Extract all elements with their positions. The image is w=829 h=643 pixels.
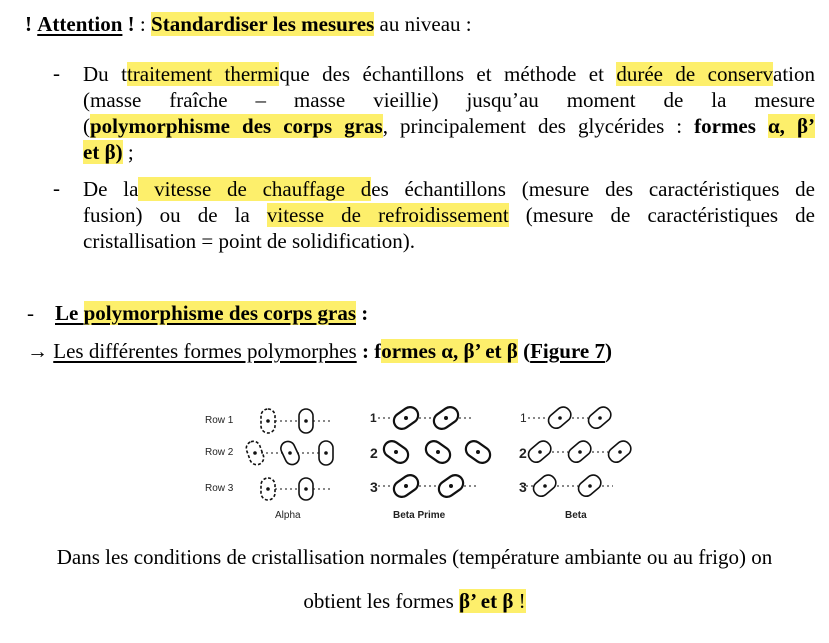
conclusion-line-2	[0, 589, 829, 614]
attention-line	[25, 10, 472, 38]
text: (	[83, 114, 90, 138]
bullet-line	[83, 113, 815, 139]
bullet-line	[83, 228, 815, 254]
bullet-line	[83, 61, 815, 87]
highlight: durée de conserv	[616, 62, 773, 86]
highlight: polymorphisme des corps gras	[83, 301, 356, 325]
bullet-dash: -	[53, 176, 60, 200]
text: obtient les formes	[303, 589, 460, 613]
beta-prime-row-3: 3	[370, 479, 378, 495]
bullet-line	[83, 87, 815, 113]
alpha-row-2-label: Row 2	[205, 447, 234, 458]
text: (mesure de caractéristiques de	[508, 203, 815, 227]
highlight: et β)	[83, 140, 123, 164]
highlight: β’ et β	[459, 589, 514, 613]
crystal-packing-diagram	[193, 382, 648, 524]
text: )	[604, 339, 612, 363]
text: (masse fraîche – masse vieillie) jusqu’au moment de la mesure	[83, 88, 815, 112]
text: que des échantillons et méthode et	[279, 62, 617, 86]
attention-label: Attention	[37, 12, 123, 36]
section-dash: -	[27, 301, 34, 325]
beta-prime-label: Beta Prime	[393, 510, 446, 521]
beta-row-2: 2	[519, 445, 527, 461]
beta-label: Beta	[565, 510, 587, 521]
figure-7-polymorphic-forms	[193, 382, 648, 524]
text: es échantillons (mesure des caractéristiques de	[371, 177, 815, 201]
text: Les différentes formes polymorphes	[53, 339, 357, 363]
beta-row-1: 1	[520, 411, 527, 425]
section-title	[55, 301, 368, 326]
alpha-row-3-label: Row 3	[205, 483, 234, 494]
text: (	[517, 339, 531, 363]
highlight: ormes α, β’ et β	[381, 339, 518, 363]
exclamation: !	[127, 12, 135, 36]
highlight: vitesse de refroidissement	[266, 203, 509, 227]
text: Le	[55, 301, 84, 325]
text: Du t	[83, 62, 127, 86]
highlight: traitement thermi	[126, 62, 280, 86]
highlight: α, β’	[767, 114, 815, 138]
beta-prime-row-1: 1	[370, 411, 377, 425]
attention-rest: au niveau :	[379, 12, 472, 36]
bullet-dash: -	[53, 61, 60, 85]
alpha-label: Alpha	[275, 510, 301, 521]
text: ;	[122, 140, 134, 164]
text: : f	[356, 339, 382, 363]
beta-prime-row-2: 2	[370, 445, 378, 461]
text: De la	[83, 177, 139, 201]
bullet-line	[83, 139, 815, 165]
text: , principalement des glycérides :	[382, 114, 695, 138]
standardise-highlight: Standardiser les mesures	[151, 12, 375, 36]
conclusion-line-1: Dans les conditions de cristallisation normales (température ambiante ou au frigo) on	[56, 545, 773, 569]
beta-row-3: 3	[519, 479, 527, 495]
text: ation	[773, 62, 815, 86]
forms-line	[27, 339, 612, 364]
text: :	[356, 301, 369, 325]
figure-reference-link: Figure 7	[530, 339, 605, 363]
text: fusion) ou de la	[83, 203, 267, 227]
highlight: vitesse de chauffage d	[138, 177, 372, 201]
text: !	[513, 589, 526, 613]
text: formes	[694, 114, 756, 138]
arrow-icon: →	[27, 339, 48, 363]
bullet-line	[83, 202, 815, 228]
exclamation: !	[25, 12, 32, 36]
colon: :	[139, 12, 146, 36]
text: cristallisation = point de solidification).	[83, 229, 416, 253]
text	[756, 114, 768, 138]
alpha-molecules	[244, 409, 333, 500]
highlight: polymorphisme des corps gras	[90, 114, 383, 138]
alpha-row-1-label: Row 1	[205, 415, 234, 426]
bullet-line	[83, 176, 815, 202]
